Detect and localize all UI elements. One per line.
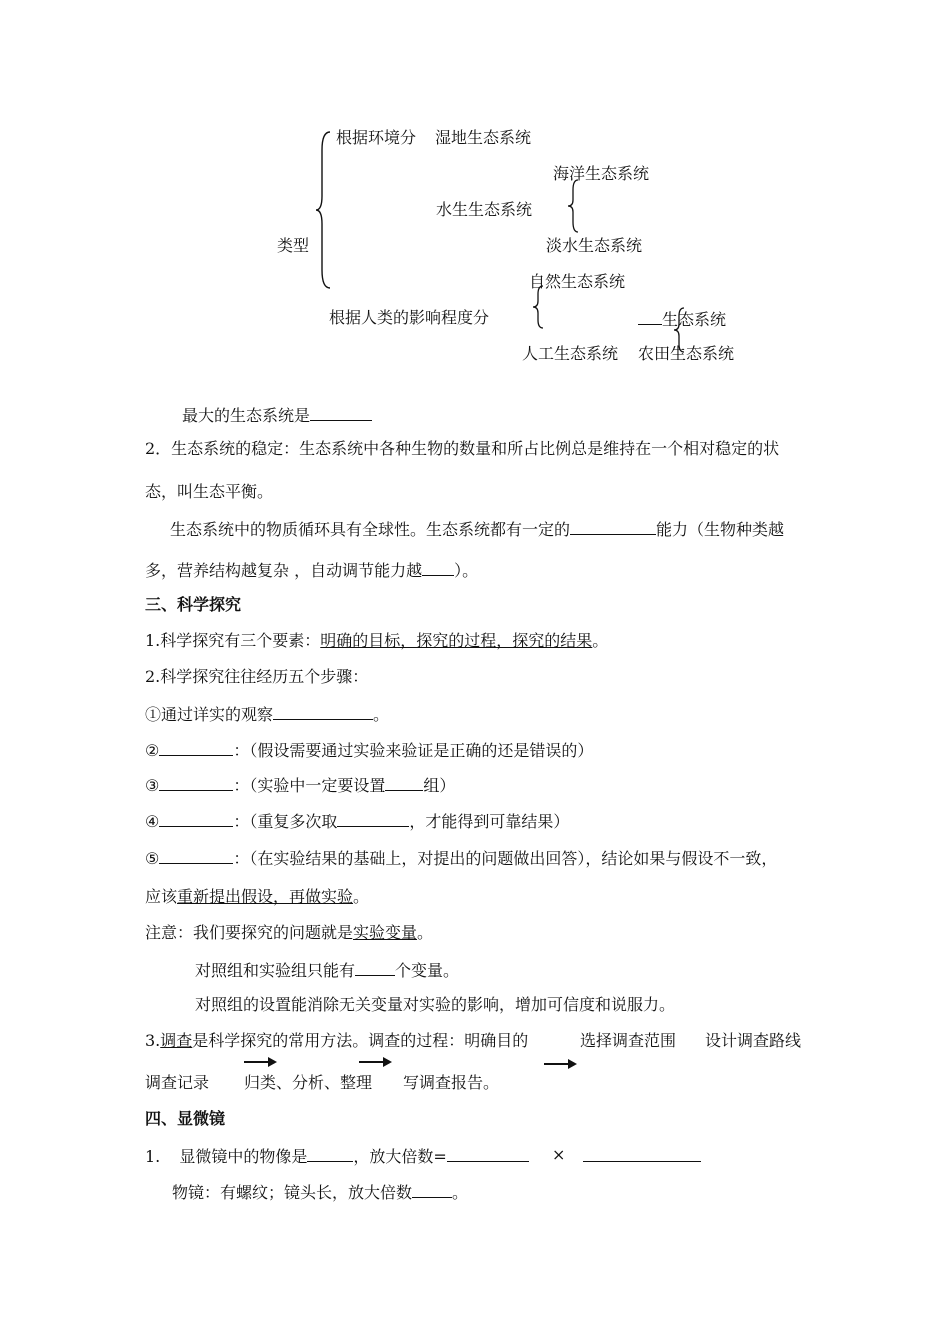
step-5-line-2: [145, 887, 369, 907]
env-label: 根据环境分: [336, 128, 417, 147]
step-4: [145, 810, 569, 832]
microscope-text-c: 物镜：有螺纹；镜头长，放大倍数: [172, 1183, 413, 1202]
microscope-text-b: ，放大倍数=: [353, 1147, 447, 1166]
blank-line: [583, 1145, 701, 1162]
blank-line: [159, 810, 233, 827]
times-sign: ×: [552, 1145, 566, 1164]
note-2-b: 个变量。: [395, 961, 460, 980]
cycle-text-d: ）。: [454, 561, 479, 580]
note-line-3: 对照组的设置能消除无关变量对实验的影响，增加可信度和说服力。: [195, 995, 676, 1014]
microscope-text-d: 。: [452, 1183, 469, 1202]
note-underlined: 实验变量: [353, 923, 418, 942]
stability-line-1: 2．生态系统的稳定：生态系统中各种生物的数量和所占比例总是维持在一个相对稳定的状: [145, 439, 780, 458]
note-a: 注意：我们要探究的问题就是: [145, 923, 354, 942]
natural-label: 自然生态系统: [529, 272, 626, 291]
blank-line: [307, 1145, 353, 1162]
microscope-line-2: [172, 1181, 468, 1203]
largest-text: 最大的生态系统是: [182, 406, 311, 425]
survey-step-4: 调查记录: [145, 1073, 210, 1092]
blank-line: [159, 774, 233, 791]
water-label: 水生生态系统: [436, 200, 533, 219]
blank-line: [273, 703, 373, 720]
survey-num: 3.: [145, 1031, 161, 1050]
types-label: 类型: [277, 236, 310, 255]
s3-p2: 2.科学探究往往经历五个步骤：: [145, 667, 369, 686]
microscope-num: 1.: [145, 1147, 161, 1166]
step-3-a: ③: [145, 776, 160, 795]
water-brace: [566, 178, 582, 234]
blank-line: [412, 1181, 452, 1198]
blank-eco-suffix: 生态系统: [662, 310, 727, 329]
largest-ecosystem-line: [182, 404, 372, 426]
survey-step-3: 设计调查路线: [705, 1031, 802, 1050]
step-2-b: ：（假设需要通过实验来验证是正确的还是错误的）: [233, 741, 594, 760]
blank-line: [447, 1145, 529, 1162]
farmland-label: 农田生态系统: [638, 344, 735, 363]
note-b: 。: [417, 923, 434, 942]
cycle-line-2: [145, 559, 478, 581]
stability-line-2: 态，叫生态平衡。: [145, 482, 274, 501]
step-1-b: 。: [373, 705, 390, 724]
survey-step-2: 选择调查范围: [580, 1031, 677, 1050]
blank-line: [355, 959, 395, 976]
step-3: [145, 774, 455, 796]
step-4-b: ：（重复多次取: [233, 812, 338, 831]
note-line-2: [195, 959, 459, 981]
ocean-label: 海洋生态系统: [553, 164, 650, 183]
artificial-label: 人工生态系统: [522, 344, 619, 363]
blank-line: [310, 404, 372, 421]
wetland-label: 湿地生态系统: [435, 128, 532, 147]
human-brace: [531, 284, 547, 330]
freshwater-label: 淡水生态系统: [546, 236, 643, 255]
blank-line: [159, 847, 233, 864]
step-1: [145, 703, 389, 725]
survey-step-5: 归类、分析、整理: [244, 1073, 373, 1092]
blank-line: [638, 308, 662, 325]
survey-underlined: 调查: [160, 1031, 193, 1050]
survey-step-6: 写调查报告。: [403, 1073, 500, 1092]
cycle-text-a: 生态系统中的物质循环具有全球性。生态系统都有一定的: [170, 520, 571, 539]
section-3-heading: 三、科学探究: [145, 595, 242, 614]
cycle-text-c: 多，营养结构越复杂 ，自动调节能力越: [145, 561, 423, 580]
cycle-line-1: [170, 518, 784, 540]
step-5-line-2-b: 。: [353, 887, 370, 906]
human-influence-label: 根据人类的影响程度分: [329, 308, 490, 327]
s3-p1-underlined: 明确的目标，探究的过程，探究的结果: [320, 631, 593, 650]
step-4-a: ④: [145, 812, 160, 831]
step-5-a: ⑤: [145, 849, 160, 868]
survey-line-1: [145, 1031, 528, 1051]
s3-p1-b: 。: [592, 631, 609, 650]
blank-line: [159, 739, 233, 756]
arrow-right-icon: [544, 1058, 578, 1070]
s3-p1: [145, 631, 608, 651]
blank-line: [570, 518, 656, 535]
step-5: [145, 847, 777, 869]
survey-text: 是科学探究的常用方法。调查的过程：明确目的: [192, 1031, 529, 1050]
arrow-right-icon: [244, 1056, 278, 1068]
blank-line: [422, 559, 454, 576]
step-1-a: ①通过详实的观察: [145, 705, 274, 724]
big-left-brace: [314, 130, 334, 290]
step-2: [145, 739, 593, 761]
section-4-heading: 四、显微镜: [145, 1109, 226, 1128]
step-3-c: 组）: [423, 776, 456, 795]
step-4-c: ，才能得到可靠结果）: [409, 812, 570, 831]
blank-line: [385, 774, 423, 791]
note-2-a: 对照组和实验组只能有: [195, 961, 356, 980]
blank-line: [337, 810, 409, 827]
step-2-a: ②: [145, 741, 160, 760]
note-line: [145, 923, 433, 943]
microscope-blank-2: [583, 1145, 701, 1167]
step-5-line-2-underlined: 重新提出假设，再做实验: [177, 887, 354, 906]
step-3-b: ：（实验中一定要设置: [233, 776, 386, 795]
step-5-line-2-a: 应该: [145, 887, 178, 906]
step-5-b: ：（在实验结果的基础上，对提出的问题做出回答），结论如果与假设不一致，: [233, 849, 778, 868]
arrow-right-icon: [359, 1056, 393, 1068]
cycle-text-b: 能力（生物种类越: [656, 520, 785, 539]
s3-p1-a: 1.科学探究有三个要素：: [145, 631, 321, 650]
microscope-text-a: 显微镜中的物像是: [179, 1147, 308, 1166]
microscope-line-1: [145, 1145, 529, 1167]
